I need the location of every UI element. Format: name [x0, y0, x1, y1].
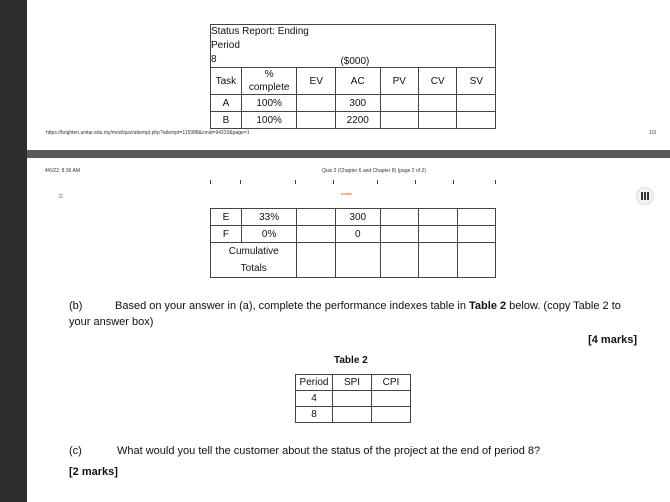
pdf-page-top	[27, 0, 670, 150]
header-percent-complete: % complete	[241, 68, 297, 95]
table2-title: Table 2	[334, 355, 368, 366]
page-url: https://brighten.unitar.edu.my/mod/quiz/attempt.php?attempt=115988&cmid=94233&page=1	[46, 130, 250, 136]
table-row: 4	[296, 391, 411, 407]
performance-index-table	[295, 374, 411, 423]
table-row: E 33% 300	[211, 209, 496, 226]
table-row: F 0% 0	[211, 226, 496, 243]
status-report-table	[210, 24, 496, 129]
hamburger-icon[interactable]: ≡	[58, 191, 64, 201]
cropped-table-edge	[210, 180, 496, 181]
question-b: (b) Based on your answer in (a), complete the performance indexes table in Table 2 below. (copy Table 2 to your answer box)	[69, 300, 621, 328]
print-date: 4/6/22, 8:36 AM	[45, 168, 81, 174]
header-sv: SV	[457, 68, 496, 95]
viewer-sidebar	[0, 0, 27, 502]
table-row: A 100% 300	[211, 95, 496, 112]
header-pv: PV	[380, 68, 418, 95]
question-c: (c) What would you tell the customer about the status of the project at the end of period 8?	[69, 445, 541, 457]
page-gap	[27, 150, 670, 158]
marks-b: [4 marks]	[588, 334, 637, 346]
print-title: Quiz 2 (Chapter 6 and Chapter 8) (page 2 of 2)	[322, 168, 426, 174]
header-task: Task	[211, 68, 242, 95]
marks-c: [2 marks]	[69, 466, 118, 478]
table-row: 8	[296, 407, 411, 423]
table-title: Status Report: Ending Period 8	[211, 25, 336, 68]
cumulative-totals-row: Cumulative Totals	[211, 243, 496, 278]
pdf-page-bottom	[27, 158, 670, 502]
unitar-logo: unitar	[341, 191, 353, 196]
header-spi: SPI	[333, 375, 372, 391]
status-report-table-continued	[210, 208, 496, 278]
header-period: Period	[296, 375, 333, 391]
header-cv: CV	[418, 68, 456, 95]
page-number: 1/3	[649, 130, 656, 136]
header-ac: AC	[335, 68, 380, 95]
unit-label: ($000)	[335, 25, 495, 68]
header-ev: EV	[297, 68, 335, 95]
table-row: B 100% 2200	[211, 112, 496, 129]
grid-icon[interactable]	[636, 187, 654, 205]
header-cpi: CPI	[372, 375, 411, 391]
